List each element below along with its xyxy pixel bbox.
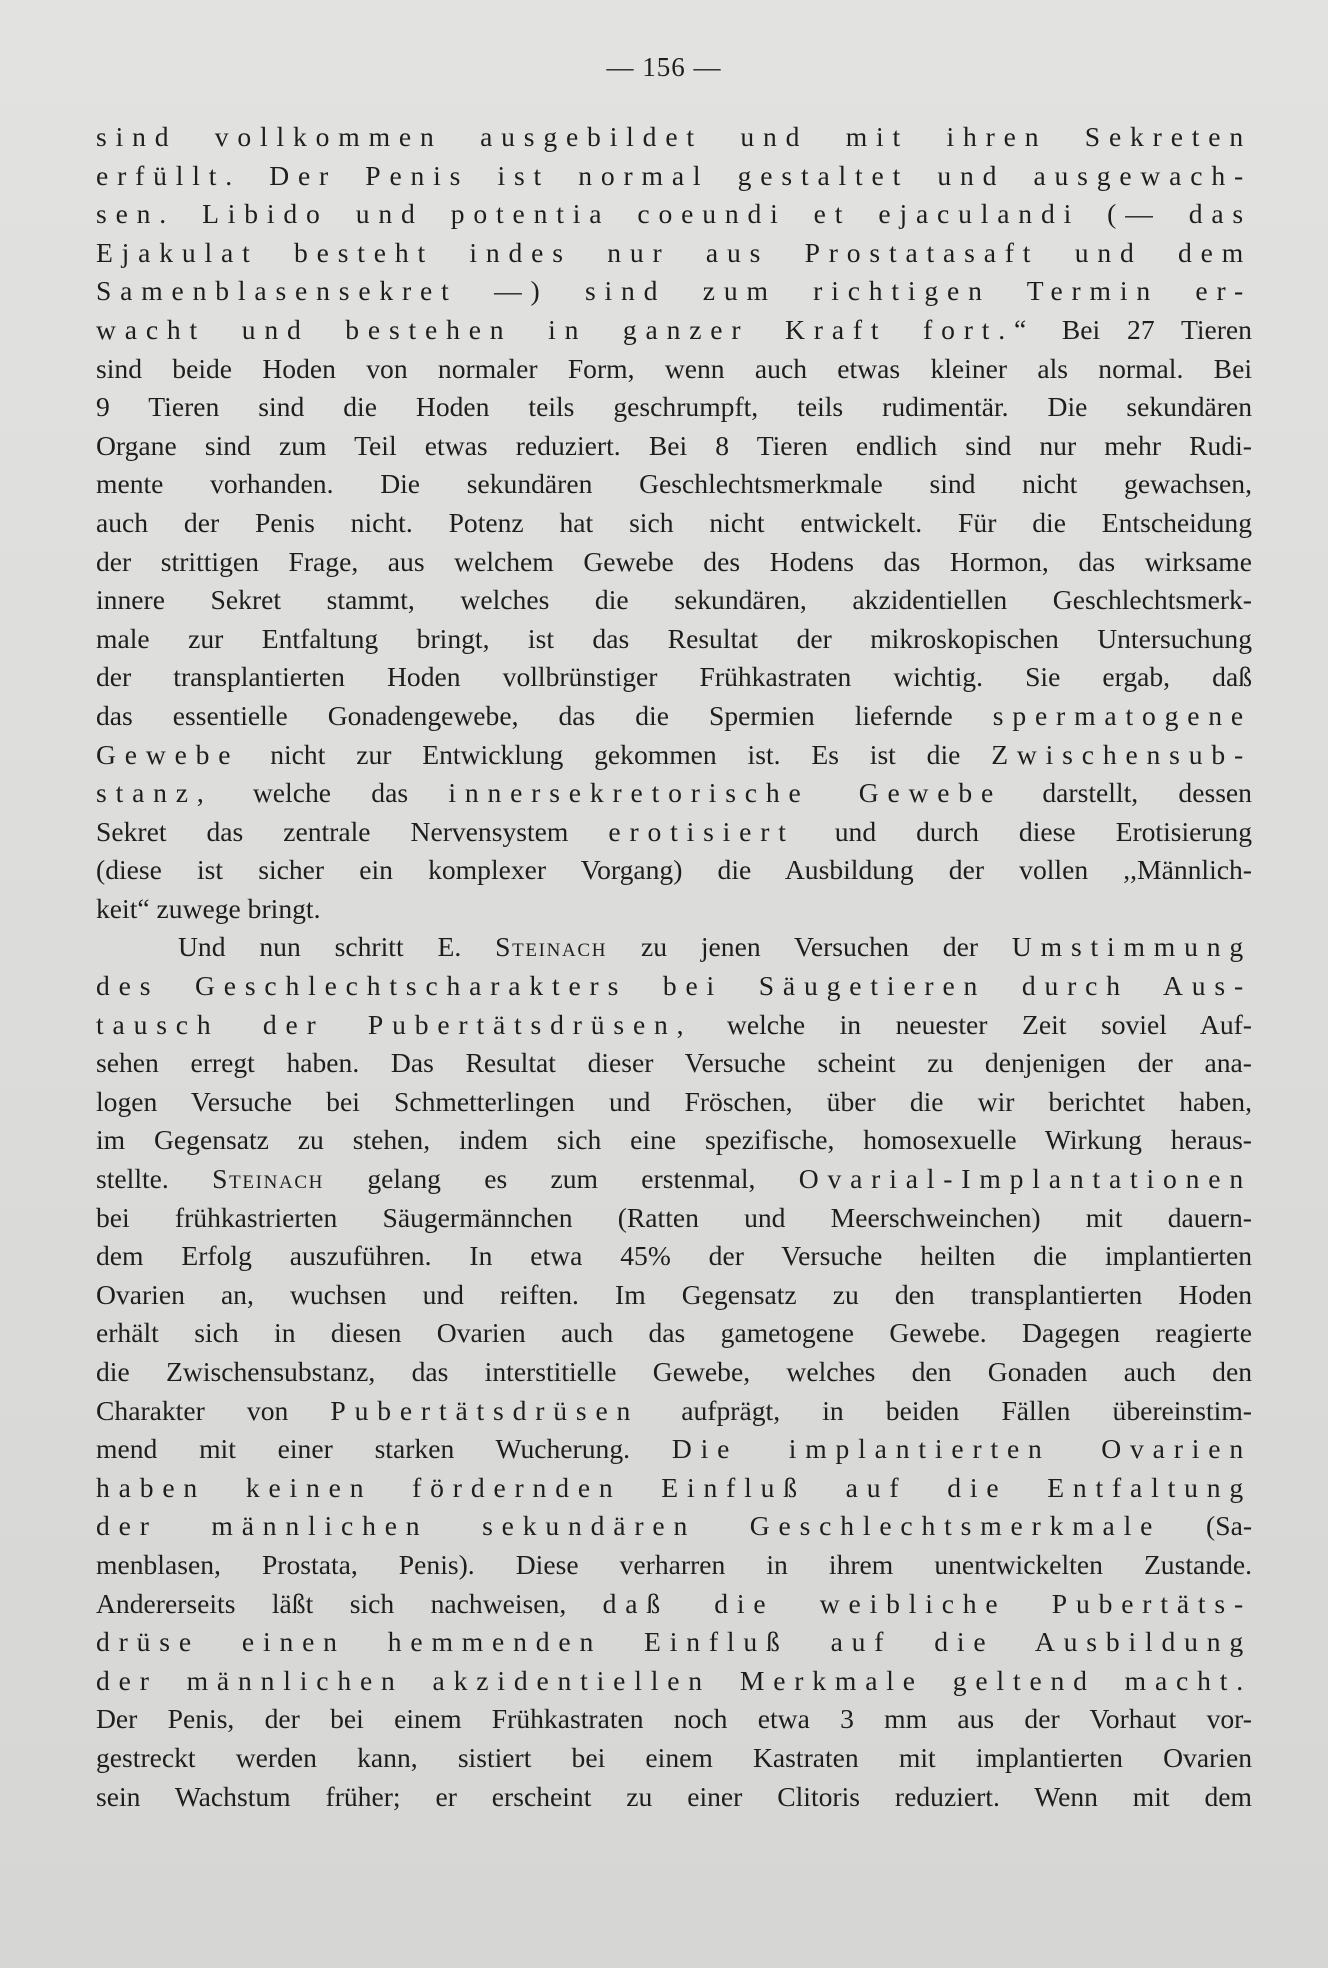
text-run: Charakter von	[96, 1394, 331, 1426]
text-line	[96, 1276, 1252, 1315]
text-line	[96, 1546, 1252, 1585]
text-line	[96, 581, 1252, 620]
text-line	[96, 1585, 1252, 1624]
text-run: logen Versuche bei Schmetterlingen und Fröschen, über die wir berichtet haben,	[96, 1085, 1252, 1117]
text-run: male zur Entfaltung bringt, ist das Resultat der mikroskopischen Untersuchung	[96, 622, 1252, 654]
spaced-emphasis: innersekretorische Gewebe	[448, 777, 1003, 809]
text-line	[96, 774, 1252, 813]
text-run: welche in neuester Zeit soviel Auf-	[692, 1008, 1252, 1040]
text-run: der transplantierten Hoden vollbrünstiger Frühkastraten wichtig. Sie ergab, daß	[96, 661, 1252, 693]
spaced-emphasis: Die implantierten Ovarien	[671, 1433, 1252, 1465]
text-line	[96, 388, 1252, 427]
text-line	[96, 851, 1252, 890]
text-run: die Zwischensubstanz, das interstitielle Gewebe, welches den Gonaden auch den	[96, 1356, 1252, 1387]
text-run: menblasen, Prostata, Penis). Diese verharren in ihrem unentwickelten Zustande.	[96, 1548, 1252, 1580]
text-line	[96, 813, 1252, 852]
text-line	[96, 1700, 1252, 1739]
text-run: das essentielle Gonadengewebe, das die Spermien liefernde	[96, 699, 993, 731]
text-line	[96, 427, 1252, 466]
text-run: sind beide Hoden von normaler Form, wenn auch etwas kleiner als normal. Bei	[96, 352, 1252, 384]
text-line	[96, 157, 1252, 196]
text-run: innere Sekret stammt, welches die sekundären, akzidentiellen Geschlechtsmerk-	[96, 584, 1252, 616]
spaced-emphasis: sind vollkommen ausgebildet und mit ihren Sekreten	[96, 121, 1252, 152]
text-line	[96, 658, 1252, 697]
text-line	[96, 1199, 1252, 1238]
text-line	[96, 543, 1252, 582]
spaced-emphasis: erotisiert	[608, 815, 795, 847]
text-run: Und nun schritt E.	[178, 931, 496, 963]
spaced-emphasis: sen. Libido und potentia coeundi et ejaculandi (— das	[96, 198, 1252, 230]
text-line	[96, 1623, 1252, 1662]
text-run: der strittigen Frage, aus welchem Gewebe des Hodens das Hormon, das wirksame	[96, 545, 1252, 577]
text-line	[96, 1778, 1252, 1817]
text-line	[96, 234, 1252, 273]
spaced-emphasis: der männlichen sekundären Geschlechtsmerkmale	[96, 1510, 1162, 1542]
text-line	[96, 311, 1252, 350]
spaced-emphasis: wacht und bestehen in ganzer Kraft fort.“	[96, 313, 1036, 345]
text-line	[96, 1353, 1252, 1392]
text-line	[96, 736, 1252, 775]
text-run: nicht zur Entwicklung gekommen ist. Es ist die	[239, 738, 992, 770]
text-run: 9 Tieren sind die Hoden teils geschrumpft, teils rudimentär. Die sekundären	[96, 391, 1252, 423]
text-line	[96, 1430, 1252, 1469]
spaced-emphasis: Samenblasensekret —) sind zum richtigen Termin er-	[96, 275, 1252, 307]
text-run: mente vorhanden. Die sekundären Geschlechtsmerkmale sind nicht gewachsen,	[96, 468, 1252, 500]
text-line	[96, 1237, 1252, 1276]
author-name: Steinach	[212, 1163, 325, 1195]
spaced-emphasis: Pubertätsdrüsen	[330, 1394, 640, 1426]
spaced-emphasis: Zwischensub-	[991, 738, 1252, 770]
text-run: dem Erfolg auszuführen. In etwa 45% der Versuche heilten die implantierten	[96, 1240, 1252, 1272]
text-line	[96, 967, 1252, 1006]
text-run: welche das	[212, 777, 449, 809]
text-line	[96, 195, 1252, 234]
text-run: sein Wachstum früher; er erscheint zu einer Clitoris reduziert. Wenn mit dem	[96, 1780, 1252, 1812]
text-run: zu jenen Versuchen der	[607, 931, 1012, 963]
text-line	[96, 465, 1252, 504]
spaced-emphasis: tausch der Pubertätsdrüsen,	[96, 1008, 693, 1040]
text-line	[96, 890, 1252, 929]
text-line	[96, 1083, 1252, 1122]
text-line	[96, 118, 1252, 157]
text-run: stellte.	[96, 1163, 213, 1195]
spaced-emphasis: der männlichen akzidentiellen Merkmale geltend macht.	[96, 1664, 1252, 1696]
text-line	[96, 350, 1252, 389]
spaced-emphasis: Ejakulat besteht indes nur aus Prostatasaft und dem	[96, 236, 1252, 268]
text-run: gelang es zum erstenmal,	[324, 1163, 799, 1195]
text-line	[96, 697, 1252, 736]
spaced-emphasis: des Geschlechtscharakters bei Säugetieren durch Aus-	[96, 970, 1252, 1002]
text-line	[96, 1121, 1252, 1160]
text-line	[96, 1392, 1252, 1431]
spaced-emphasis: haben keinen fördernden Einfluß auf die Entfaltung	[96, 1471, 1252, 1503]
text-line	[96, 1314, 1252, 1353]
text-run: erhält sich in diesen Ovarien auch das gametogene Gewebe. Dagegen reagierte	[96, 1317, 1252, 1349]
text-run: sehen erregt haben. Das Resultat dieser Versuche scheint zu denjenigen der ana-	[96, 1047, 1252, 1079]
text-run: mend mit einer starken Wucherung.	[96, 1433, 672, 1465]
text-run: und durch diese Erotisierung	[794, 815, 1252, 847]
spaced-emphasis: Gewebe	[96, 738, 240, 770]
text-run: (diese ist sicher ein komplexer Vorgang) die Ausbildung der vollen ,,Männlich-	[96, 854, 1252, 886]
text-line	[96, 1662, 1252, 1701]
text-run: keit“ zuwege bringt.	[96, 892, 321, 924]
page-number: — 156 —	[606, 52, 722, 82]
spaced-emphasis: erfüllt. Der Penis ist normal gestaltet und ausgewach-	[96, 159, 1252, 191]
text-line	[96, 504, 1252, 543]
text-line	[96, 1739, 1252, 1778]
text-run: Ovarien an, wuchsen und reiften. Im Gegensatz zu den transplantierten Hoden	[96, 1278, 1252, 1310]
text-run: auch der Penis nicht. Potenz hat sich nicht entwickelt. Für die Entscheidung	[96, 506, 1252, 538]
text-run: Bei 27 Tieren	[1035, 313, 1252, 345]
text-line	[96, 1160, 1252, 1199]
text-run: Der Penis, der bei einem Frühkastraten noch etwa 3 mm aus der Vorhaut vor-	[96, 1703, 1252, 1735]
spaced-emphasis: Umstimmung	[1011, 931, 1252, 963]
text-line	[96, 1044, 1252, 1083]
text-run: im Gegensatz zu stehen, indem sich eine spezifische, homosexuelle Wirkung heraus-	[96, 1124, 1252, 1156]
text-line	[96, 1006, 1252, 1045]
text-line	[96, 928, 1252, 967]
text-run: Organe sind zum Teil etwas reduziert. Bei 8 Tieren endlich sind nur mehr Rudi-	[96, 429, 1252, 461]
text-run: bei frühkastrierten Säugermännchen (Ratten und Meerschweinchen) mit dauern-	[96, 1201, 1252, 1233]
body-text	[96, 118, 1252, 1816]
text-run: aufprägt, in beiden Fällen übereinstim-	[639, 1394, 1252, 1426]
text-line	[96, 1507, 1252, 1546]
spaced-emphasis: spermatogene	[992, 699, 1252, 731]
spaced-emphasis: drüse einen hemmenden Einfluß auf die Ausbildung	[96, 1626, 1252, 1658]
spaced-emphasis: stanz,	[96, 777, 213, 809]
text-run: Andererseits läßt sich nachweisen,	[96, 1587, 603, 1619]
spaced-emphasis: Ovarial-Implantationen	[798, 1163, 1252, 1195]
text-run: Sekret das zentrale Nervensystem	[96, 815, 609, 847]
author-name: Steinach	[495, 931, 608, 963]
text-run: gestreckt werden kann, sistiert bei einem Kastraten mit implantierten Ovarien	[96, 1741, 1252, 1773]
text-line	[96, 1469, 1252, 1508]
spaced-emphasis: daß die weibliche Pubertäts-	[602, 1587, 1252, 1619]
text-run: (Sa-	[1161, 1510, 1252, 1542]
text-line	[96, 272, 1252, 311]
text-run: darstellt, dessen	[1002, 777, 1252, 809]
text-line	[96, 620, 1252, 659]
